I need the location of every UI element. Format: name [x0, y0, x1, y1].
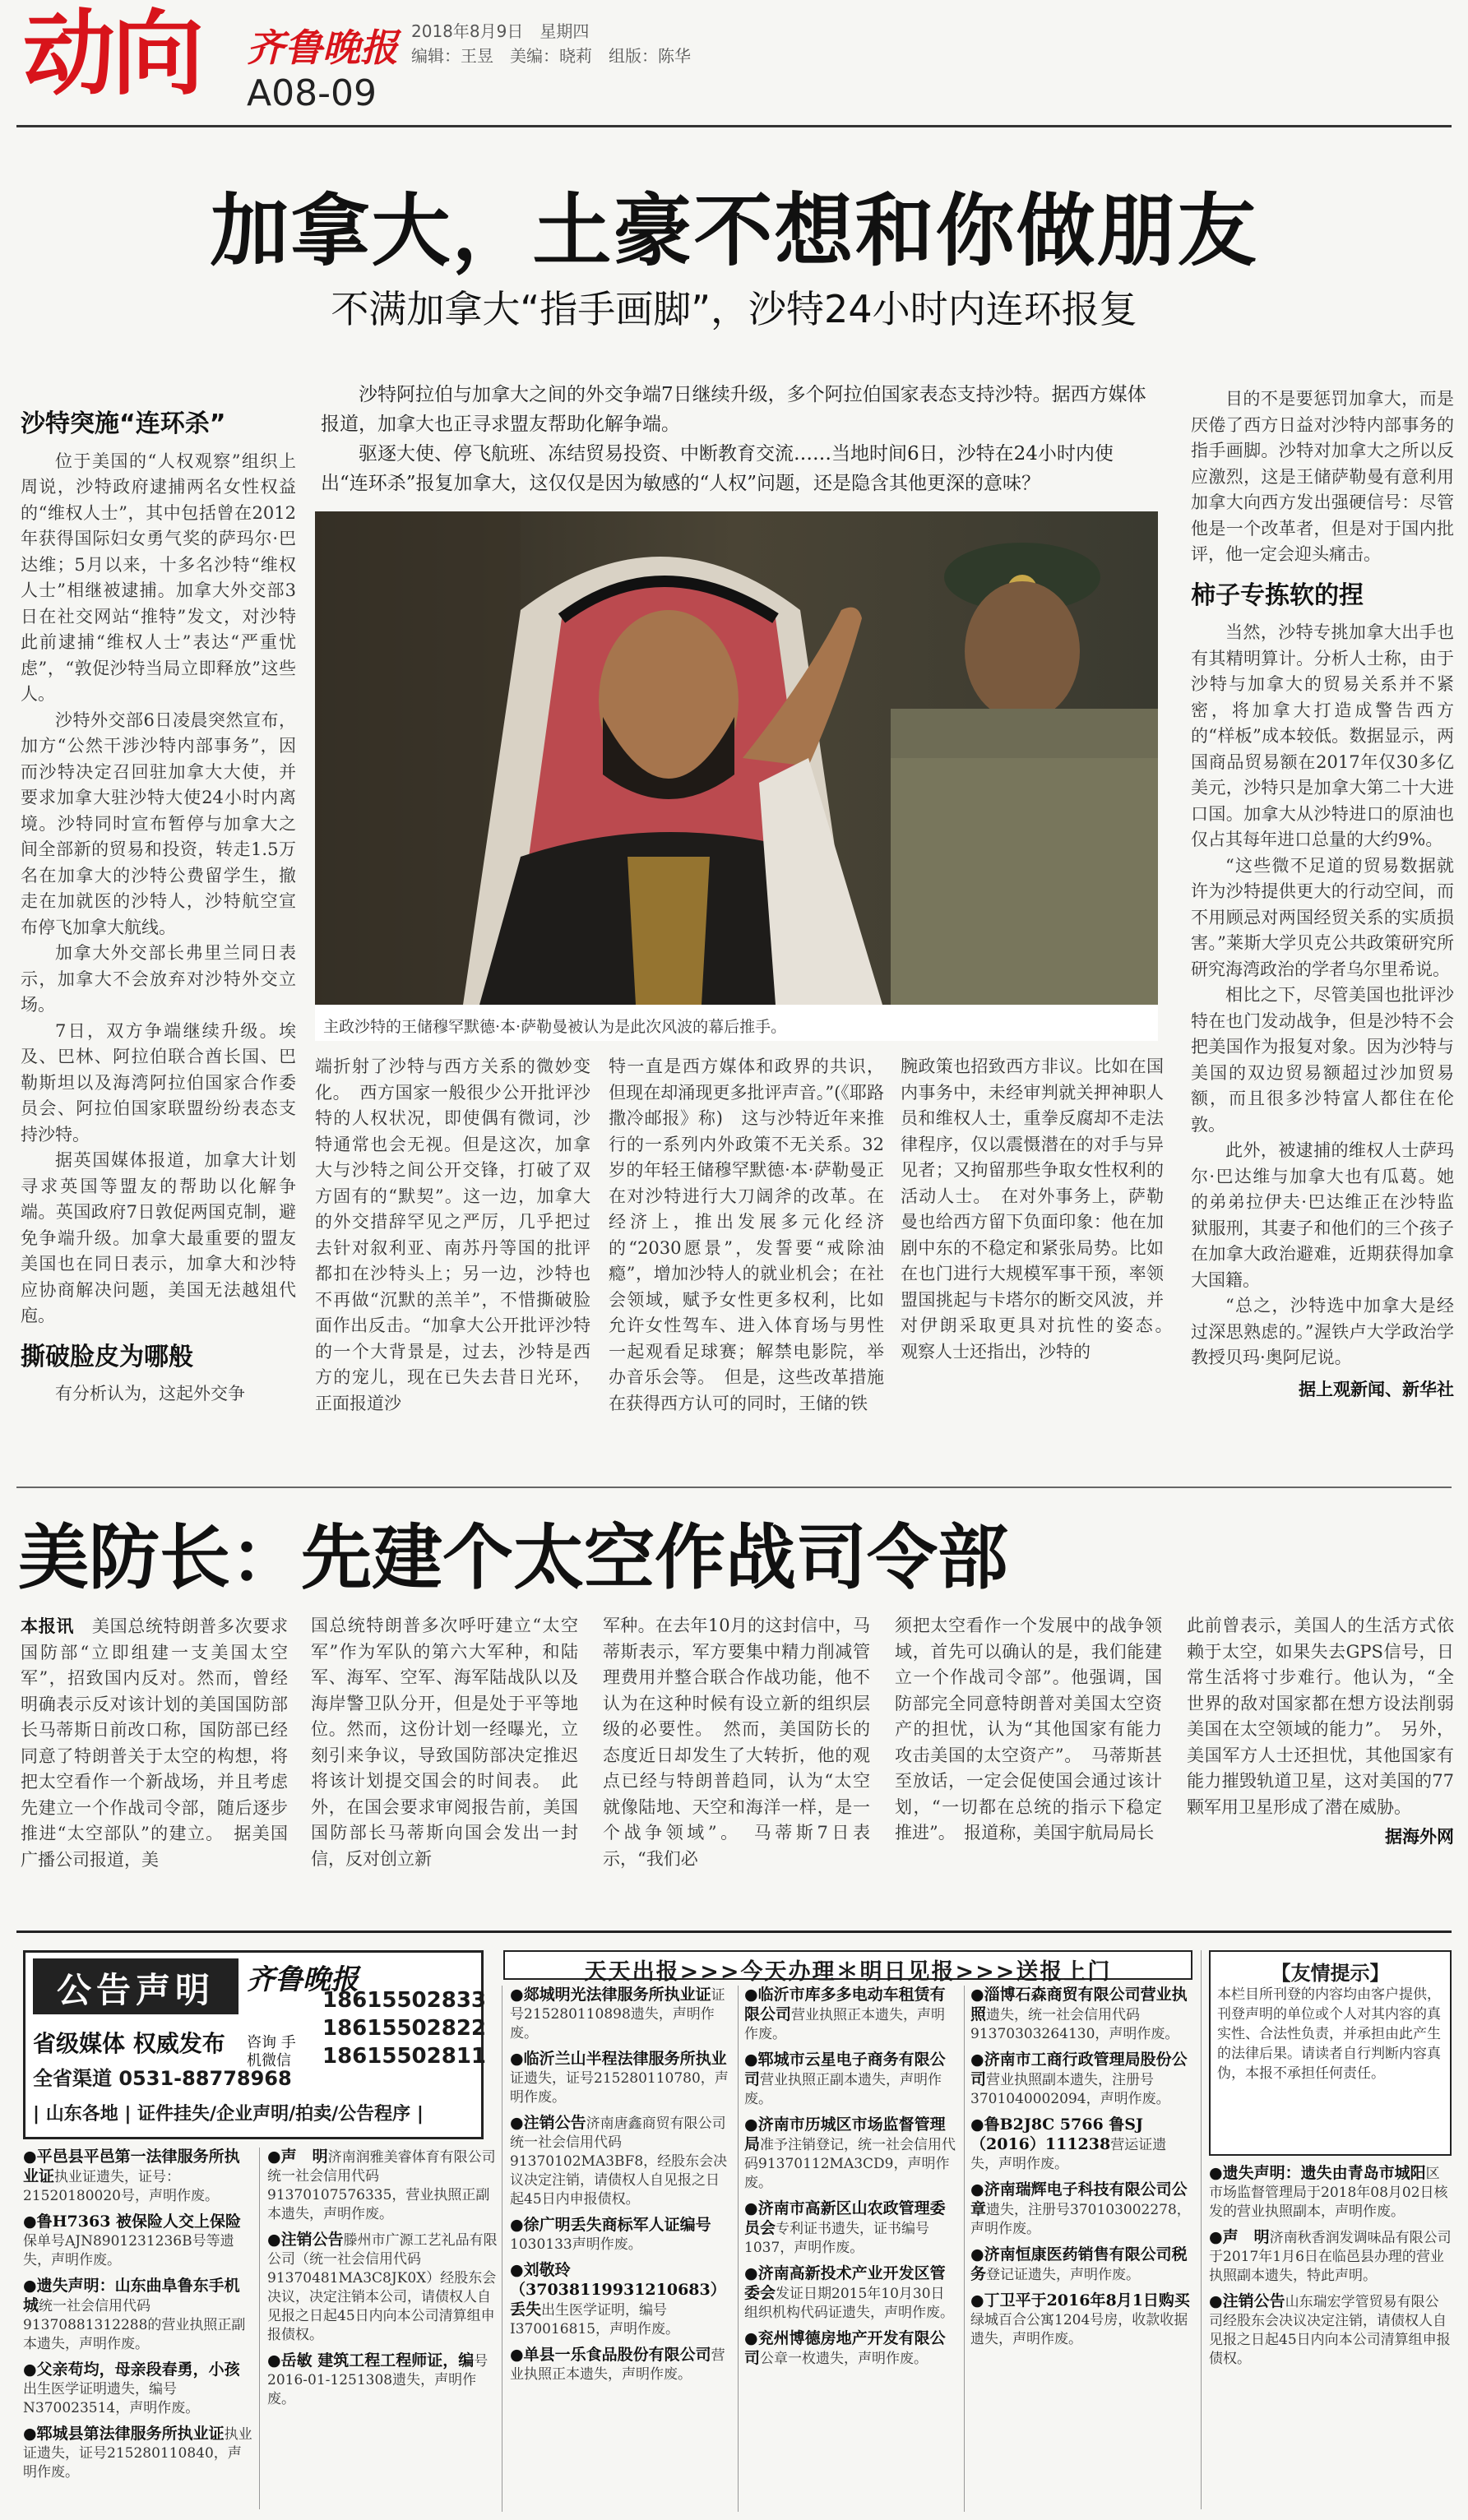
column-divider: [259, 2148, 260, 2509]
notice-item: ●鲁B2J8C 5766 鲁SJ（2016）111238营运证遗失，声明作废。: [970, 2115, 1167, 2172]
ads-phone: 18615502822: [322, 2016, 486, 2041]
story-intro: [321, 380, 1160, 498]
top-rule: [16, 125, 1452, 127]
paragraph: “总之，沙特选中加拿大是经过深思熟虑的。”渥铁卢大学政治学教授贝玛·奥阿尼说。: [1191, 1296, 1454, 1367]
story2-column-3: 军种。在去年10月的这封信中，马蒂斯表示，军方要集中精力削减管理费用并整合联合作战功能，他不认为在这种时候有设立新的组织层级的必要性。 然而，美国防长的态度近日却发生了大转折，他的观点已经与特朗普趋同，认为“太空就像陆地、天空和海洋一样，是一个战争领域”。 马蒂斯7日表示，“我们必: [603, 1616, 870, 1869]
notice-item: ●声 明济南润雅美睿体育有限公司统一社会信用代码91370107576335，营业执照正副本遗失，声明作废。: [267, 2148, 496, 2222]
lead-label: 本报讯: [21, 1616, 75, 1636]
notice-item: ●刘敬玲（37038119931210683）丢失出生医学证明，编号I370016815，声明作废。: [510, 2261, 726, 2337]
main-headline: 加拿大，土豪不想和你做朋友: [210, 185, 1258, 277]
notice-item: ●济南市工商行政管理局股份公司营业执照副本遗失，注册号3701040002094，声明作废。: [970, 2051, 1188, 2107]
story2-column-5: [1187, 1613, 1454, 1921]
section-title: 动向: [23, 1, 201, 108]
column-divider: [1201, 1950, 1202, 2509]
second-headline: 美防长：先建个太空作战司令部: [18, 1517, 1008, 1599]
notice-item: ●济南高新投术产业开发区管委会发证日期2015年10月30日组织机构代码证遗失，声明作废。: [744, 2264, 954, 2321]
story2-column-2: 国总统特朗普多次呼吁建立“太空军”作为军队的第六大军种，和陆军、海军、空军、海军陆战队以及海岸警卫队分开，但是处于平等地位。然而，这份计划一经曝光，立刻引来争议，导致国防部决定推迟将该计划提交国会的时间表。 此外，在国会要求审阅报告前，美国国防部长马蒂斯向国会发出一封信，反对创立新: [311, 1616, 578, 1869]
tips-text: 本栏目所刊登的内容均由客户提供，刊登声明的单位或个人对其内容的真实性、合法性负责，并承担由此产生的法律后果。请读者自行判断内容真伪，本报不承担任何责任。: [1217, 1986, 1441, 2082]
paragraph: 相比之下，尽管美国也批评沙特在也门发动战争，但是沙特不会把美国作为报复对象。因为沙特与美国的双边贸易额超过沙加贸易额，而且很多沙特富人都住在伦敦。: [1191, 985, 1454, 1135]
masthead: [0, 0, 1468, 123]
article-column-2: 端折射了沙特与西方关系的微妙变化。 西方国家一般很少公开批评沙特的人权状况，即使偶有微词，沙特通常也会无视。但是这次，加拿大与沙特之间公开交锋，打破了双方固有的“默契”。这一边，加拿大的外交措辞罕见之严厉，几乎把过去针对叙利亚、南苏丹等国的批评都扣在沙特头上；另一边，沙特也不再做“沉默的羔羊”，不惜撕破脸面作出反击。“加拿大公开批评沙特的一个大背景是，过去，沙特是西方的宠儿，现在已失去昔日光环，正面报道沙: [315, 1057, 590, 1413]
news-photo: [315, 511, 1158, 1005]
ads-banner: 天天出报>>>今天办理＊明日见报>>>送报上门: [584, 1959, 1112, 1985]
paragraph: 据英国媒体报道，加拿大计划寻求英国等盟友的帮助以化解争端。英国政府7日敦促两国克制，避免争端升级。加拿大最重要的盟友美国也在同日表示，加拿大和沙特应协商解决问题，美国无法越俎代庖。: [21, 1150, 296, 1325]
ads-title: 公告声明: [56, 1970, 215, 2010]
notice-item: ●淄博石森商贸有限公司营业执照遗失，统一社会信用代码91370303264130，声明作废。: [970, 1986, 1188, 2042]
notice-item: ●父亲苟均，母亲段春勇，小孩出生医学证明遗失，编号N370023514，声明作废。: [23, 2360, 240, 2416]
notice-column-5: [970, 1986, 1192, 2512]
ads-slogan: 省级媒体 权威发布: [33, 2030, 225, 2057]
ads-categories: | 山东各地 | 证件挂失/企业声明/拍卖/公告程序 |: [33, 2104, 424, 2125]
notice-item: ●临沂兰山半程法律服务所执业证遗失，证号215280110780，声明作废。: [510, 2050, 729, 2106]
notice-item: ●郯城明光法律服务所执业证证号215280110898遗失，声明作废。: [510, 1986, 725, 2041]
notice-item: ●济南市高新区山农政管理委员会专利证书遗失，证书编号1037，声明作废。: [744, 2199, 946, 2256]
newspaper-brand: 齐鲁晚报: [247, 25, 398, 70]
story-source: 据上观新闻、新华社: [1299, 1378, 1454, 1399]
photo-illustration: [315, 511, 1158, 1005]
notice-item: ●徐广明丢失商标军人证编号1030133声明作废。: [510, 2216, 711, 2253]
story2-column-1: [21, 1613, 288, 1921]
article-column-3: 特一直是西方媒体和政界的共识，但现在却涌现更多批评声音。”(《耶路撒冷邮报》称) 这与沙特近年来推行的一系列内外政策不无关系。32岁的年轻王储穆罕默德·本·萨勒曼正在对沙特进行大刀阔斧的改革。在经济上，推出发展多元化经济的“2030愿景”，发誓要“戒除油瘾”，增加沙特人的就业机会；在社会领域，赋予女性更多权利，比如允许女性驾车、进入体育场与男性一起观看足球赛；解禁电影院，举办音乐会等。 但是，这些改革措施在获得西方认可的同时，王储的铁: [609, 1057, 884, 1413]
paragraph: 此外，被逮捕的维权人士萨玛尔·巴达维与加拿大也有瓜葛。她的弟弟拉伊夫·巴达维正在沙特监狱服刑，其妻子和他们的三个孩子在加拿大政治避难，近期获得加拿大国籍。: [1191, 1140, 1454, 1290]
notice-column-2: [267, 2148, 498, 2509]
notice-item: ●临沂市库多多电动车租赁有限公司营业执照正本遗失，声明作废。: [744, 1986, 946, 2042]
notice-item: ●济南恒康医药销售有限公司税务登记证遗失，声明作废。: [970, 2245, 1188, 2283]
ads-consult-label: 咨询 手机微信: [247, 2034, 296, 2069]
section-subtitle: 沙特突施“连环杀”: [21, 409, 226, 438]
intro-paragraph: 沙特阿拉伯与加拿大之间的外交争端7日继续升级，多个阿拉伯国家表态支持沙特。据西方媒体报道，加拿大也正寻求盟友帮助化解争端。: [321, 384, 1146, 435]
notice-item: ●郓城市云星电子商务有限公司营业执照正副本遗失，声明作废。: [744, 2051, 946, 2107]
notice-item: ●济南市历城区市场监督管理局准予注销登记，统一社会信用代码91370112MA3CD9，声明作废。: [744, 2115, 956, 2191]
column-divider: [738, 1986, 739, 2512]
ads-hotline: 全省渠道 0531-88778968: [33, 2067, 292, 2090]
notice-item: ●郓城县第法律服务所执业证执业证遗失，证号215280110840，声明作废。: [23, 2425, 252, 2481]
notice-item: ●鲁H7363 被保险人交上保险保单号AJN8901231236B号等遗失，声明作废。: [23, 2213, 242, 2268]
notice-item: ●注销公告山东瑞宏学管贸易有限公司经股东会决议决定注销，请债权人自见报之日起45日内向本公司清算组申报债权。: [1209, 2292, 1451, 2367]
notice-item: ●济南瑞辉电子科技有限公司公章遗失，注册号370103002278，声明作废。: [970, 2180, 1191, 2237]
notice-item: ●注销公告滕州市广源工艺礼品有限公司（统一社会信用代码91370481MA3C8JK0X）经股东会决议，决定注销本公司，请债权人自见报之日起45日内向本公司清算组申报债权。: [267, 2231, 498, 2343]
notice-item: ●单县一乐食品股份有限公司营业执照正本遗失，声明作废。: [510, 2346, 725, 2383]
ads-phone: 18615502833: [322, 1988, 486, 2013]
issue-date: 2018年8月9日 星期四: [411, 21, 590, 41]
story2-text: 此前曾表示，美国人的生活方式依赖于太空，如果失去GPS信号，日常生活将寸步难行。他认为，“全世界的敌对国家都在想方设法削弱美国在太空领域的能力”。 另外，美国军方人士还担忧，其他国家有能力摧毁轨道卫星，这对美国的77颗军用卫星形成了潜在威胁。: [1187, 1616, 1454, 1817]
notice-column-3: [510, 1986, 732, 2512]
tips-title: 【友情提示】: [1271, 1962, 1390, 1985]
section-subtitle: 柿子专拣软的捏: [1191, 580, 1364, 610]
photo-caption: 主政沙特的王储穆罕默德·本·萨勒曼被认为是此次风波的幕后推手。: [315, 1005, 1158, 1041]
notice-item: ●岳敏 建筑工程工程师证，编号2016-01-1251308遗失，声明作废。: [267, 2351, 489, 2407]
paragraph: 位于美国的“人权观察”组织上周说，沙特政府逮捕两名女性权益的“维权人士”，其中包括曾在2012年获得国际妇女勇气奖的萨玛尔·巴达维；5月以来，十多名沙特“维权人士”相继被逮捕。加拿大外交部3日在社交网站“推特”发文，对沙特此前逮捕“维权人士”表达“严重忧虑”，“敦促沙特当局立即释放”这些人。: [21, 451, 296, 704]
paragraph: 7日，双方争端继续升级。埃及、巴林、阿拉伯联合酋长国、巴勒斯坦以及海湾阿拉伯国家合作委员会、阿拉伯国家联盟纷纷表态支持沙特。: [21, 1020, 296, 1144]
notice-column-6: [1209, 2164, 1452, 2509]
notice-item: ●兖州博德房地产开发有限公司公章一枚遗失，声明作废。: [744, 2329, 946, 2367]
notice-item: ●平邑县平邑第一法律服务所执业证执业证遗失，证号：21520180020号，声明作废。: [23, 2148, 240, 2204]
article-column-1: [21, 411, 296, 1472]
ads-brand: 齐鲁晚报: [247, 1963, 359, 1996]
paragraph: “这些微不足道的贸易数据就许为沙特提供更大的行动空间，而不用顾忌对两国经贸关系的实质损害。”莱斯大学贝克公共政策研究所研究海湾政治的学者乌尔里希说。: [1191, 855, 1454, 979]
paragraph: 有分析认为，这起外交争: [55, 1384, 245, 1403]
notice-column-1: [23, 2148, 253, 2509]
column-divider: [964, 1986, 965, 2512]
article-column-5: [1191, 386, 1454, 1472]
notice-item: ●遗失声明：遗失由青岛市城阳区市场监督管理局于2018年08月02日核发的营业执照副本，声明作废。: [1209, 2164, 1448, 2220]
paragraph: 加拿大外交部长弗里兰同日表示，加拿大不会放弃对沙特外交立场。: [21, 943, 296, 1015]
paragraph: 当然，沙特专挑加拿大出手也有其精明算计。分析人士称，由于沙特与加拿大的贸易关系并不紧密，将加拿大打造成警告西方的“样板”成本较低。数据显示，两国商品贸易额在2017年仅30多亿美元，沙特只是加拿大第二十大进口国。加拿大从沙特进口的原油也仅占其每年进口总量的大约9%。: [1191, 622, 1454, 849]
story-source: 据海外网: [1385, 1826, 1454, 1847]
notice-item: ●声 明济南秋香润发调味品有限公司于2017年1月6日在临邑县办理的营业执照副本遗失，特此声明。: [1209, 2228, 1452, 2284]
main-subheadline: 不满加拿大“指手画脚”，沙特24小时内连环报复: [331, 287, 1137, 331]
notice-item: ●遗失声明：山东曲阜鲁东手机城统一社会信用代码91370881312288的营业执照正副本遗失，声明作废。: [23, 2277, 246, 2352]
ads-phone: 18615502811: [322, 2044, 486, 2069]
article-column-4: 腕政策也招致西方非议。比如在国内事务中，未经审判就关押神职人员和维权人士，重拳反腐却不走法律程序，仅以震慑潜在的对手与异见者；又拘留那些争取女性权利的活动人士。 在对外事务上，萨勒曼也给西方留下负面印象：他在加剧中东的不稳定和紧张局势。比如在也门进行大规模军事干预，率领盟国挑起与卡塔尔的断交风波，并对伊朗采取更具对抗性的姿态。 观察人士还指出，沙特的: [901, 1057, 1181, 1362]
notice-item: ●丁卫平于2016年8月1日购买绿城百合公寓1204号房，收款收据遗失，声明作废。: [970, 2291, 1190, 2347]
notice-column-4: [744, 1986, 958, 2512]
section-rule: [16, 1487, 1452, 1488]
story2-text: 美国总统特朗普多次要求国防部“立即组建一支美国太空军”，招致国内反对。然而，曾经明确表示反对该计划的美国国防部长马蒂斯日前改口称，国防部已经同意了特朗普关于太空的构想，将把太空看作一个新战场，并且考虑先建立一个作战司令部，随后逐步推进“太空部队”的建立。 据美国广播公司报道，美: [21, 1616, 289, 1870]
intro-paragraph: 驱逐大使、停飞航班、冻结贸易投资、中断教育交流……当地时间6日，沙特在24小时内使出“连环杀”报复加拿大，这仅仅是因为敏感的“人权”问题，还是隐含其他更深的意味？: [321, 443, 1114, 494]
story2-column-4: 须把太空看作一个发展中的战争领域，首先可以确认的是，我们能建立一个作战司令部”。他强调，国防部完全同意特朗普对美国太空资产的担忧，认为“其他国家有能力攻击美国的太空资产”。 马蒂斯甚至放话，一定会促使国会通过该计划，“一切都在总统的指示下稳定推进”。 报道称，美国宇航局局长: [895, 1616, 1162, 1843]
paragraph: 目的不是要惩罚加拿大，而是厌倦了西方日益对沙特内部事务的指手画脚。沙特对加拿大之所以反应激烈，这是王储萨勒曼有意利用加拿大向西方发出强硬信号：尽管他是一个改革者，但是对于国内批评，他一定会迎头痛击。: [1191, 389, 1454, 564]
paragraph: 沙特外交部6日凌晨突然宣布，加方“公然干涉沙特内部事务”，因而沙特决定召回驻加拿大大使，并要求加拿大驻沙特大使24小时内离境。沙特同时宣布暂停与加拿大之间全部新的贸易和投资，转走1.5万名在加拿大的沙特公费留学生，撤走在加就医的沙特人，沙特航空宣布停飞加拿大航线。: [21, 710, 296, 937]
page-numbers: A08-09: [247, 72, 377, 114]
notice-item: ●注销公告济南唐鑫商贸有限公司统一社会信用代码91370102MA3BF8，经股东会决议决定注销，请债权人自见报之日起45日内申报债权。: [510, 2114, 728, 2208]
editors-credit: 编辑：王昱 美编：晓莉 组版：陈华: [411, 46, 691, 66]
ads-rule: [16, 1930, 1452, 1933]
section-subtitle: 撕破脸皮为哪般: [21, 1342, 193, 1371]
